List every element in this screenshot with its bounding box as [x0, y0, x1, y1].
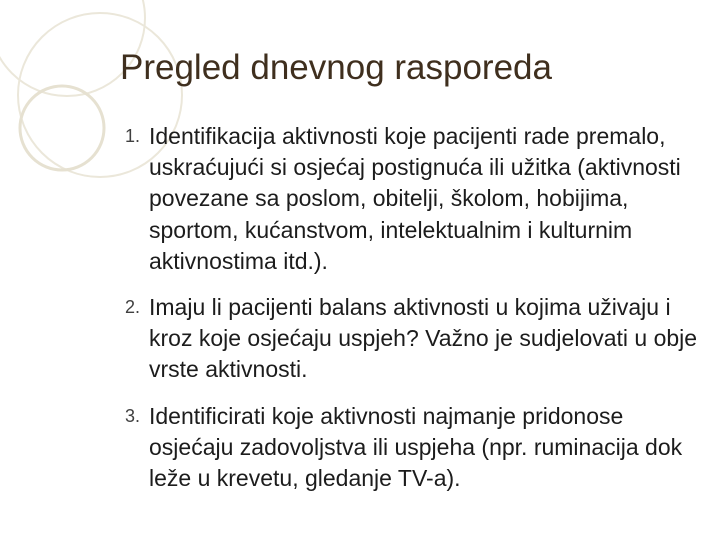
list-item	[110, 292, 702, 386]
numbered-list	[110, 121, 702, 494]
list-item-number: 1.	[125, 126, 141, 146]
slide-title: Pregled dnevnog rasporeda	[120, 48, 552, 87]
list-item-number: 3.	[125, 405, 141, 426]
list-item-text: Identifikacija aktivnosti koje pacijenti rade premalo, uskraćujući si osjećaj postignuća ili užitka (aktivnosti povezane sa poslom, obitelji, školom, hobijima, sportom, kućanstvom, intelektualnim i kulturnim aktivnostima itd.).	[149, 123, 681, 274]
list-item	[110, 121, 702, 277]
list-item-text: Imaju li pacijenti balans aktivnosti u kojima uživaju i kroz koje osjećaju uspjeh? Važno je sudjelovati u obje vrste aktivnosti.	[149, 294, 698, 383]
list-item	[110, 401, 702, 495]
list-item-number: 2.	[125, 297, 141, 318]
list-item-text: Identificirati koje aktivnosti najmanje pridonose osjećaju zadovoljstva ili uspjeha (npr. ruminacija dok leže u krevetu, gledanje TV-a).	[149, 402, 683, 492]
